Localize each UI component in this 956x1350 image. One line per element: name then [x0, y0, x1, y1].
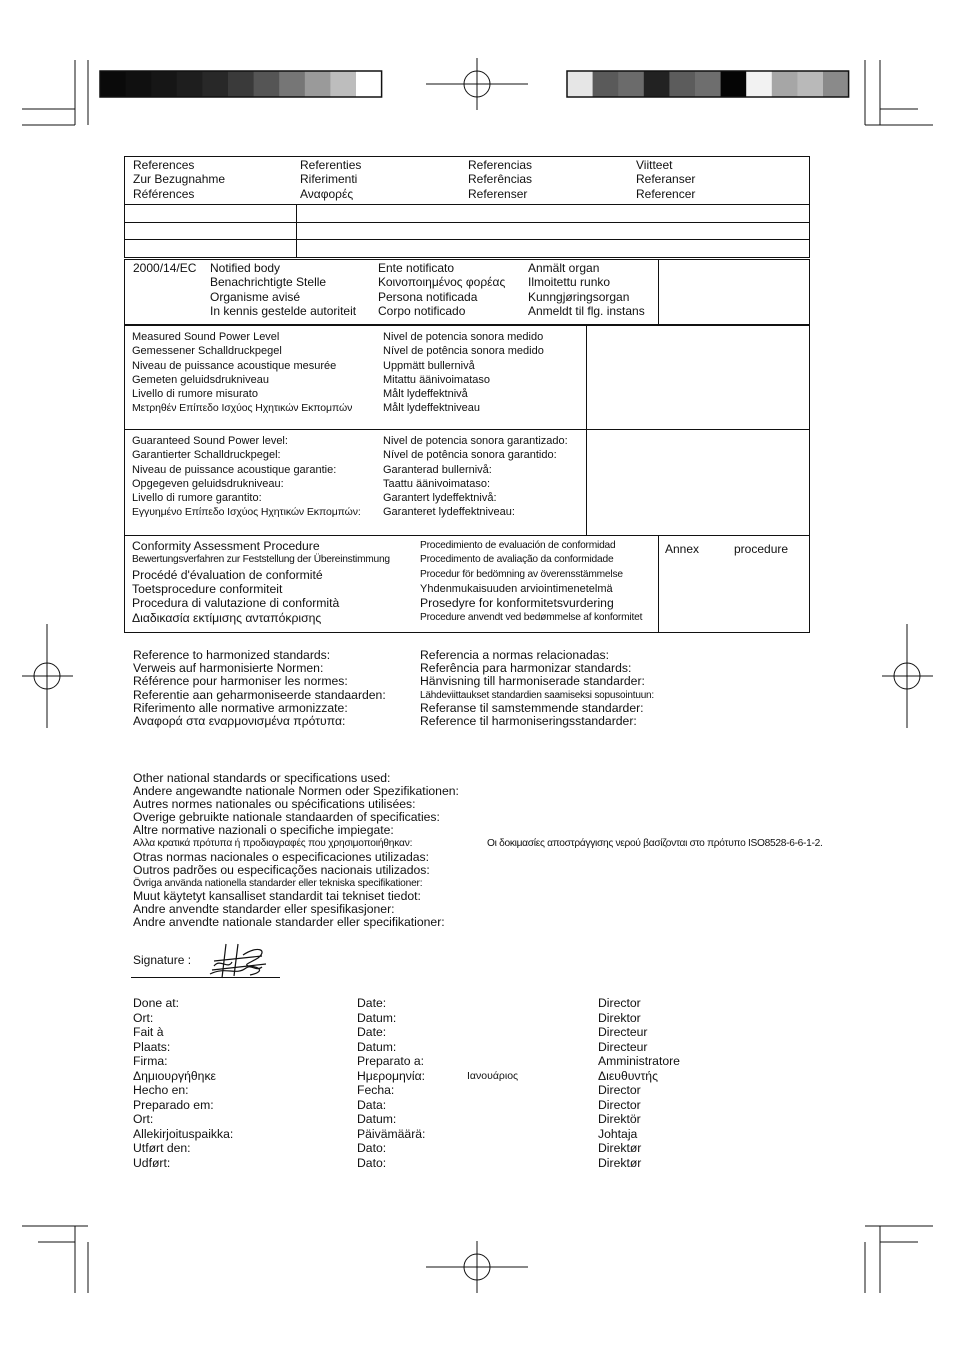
notified-label-pt: Corpo notificado — [378, 304, 466, 319]
national-standards-list — [133, 772, 459, 929]
references-col2 — [300, 158, 361, 201]
notified-label-el: Κοινοποιημένος φορέας — [378, 275, 506, 290]
national-label-it: Altre normative nazionali o specifiche impiegate: — [133, 823, 394, 838]
color-swatch — [151, 71, 177, 97]
harmonized-label-el: Αναφορά στα εναρμονισμένα πρότυπα: — [133, 714, 346, 729]
done-at-label-es: Hecho en: — [133, 1083, 189, 1097]
director-label-de: Direktor — [598, 1010, 641, 1025]
color-swatch — [644, 71, 670, 97]
measured-label-en: Measured Sound Power Level — [132, 331, 280, 343]
harmonized-label-fi: Lähdeviittaukset standardien saamiseksi sopusointuun: — [420, 689, 654, 701]
guaranteed-label-nl: Opgegeven geluidsdrukniveau: — [132, 477, 284, 490]
references-label-nl: Referenties — [300, 158, 362, 172]
measured-label-el: Μετρηθέν Επίπεδο Ισχύος Ηχητικών Εκπομπών — [132, 402, 353, 415]
color-swatch — [593, 71, 619, 97]
divider — [586, 325, 587, 535]
crosshair-circle-icon — [22, 624, 73, 728]
done-at-label-it: Firma: — [133, 1054, 168, 1068]
date-label-fr: Date: — [357, 1025, 387, 1039]
harmonized-label-da: Reference til harmoniseringsstandarder: — [420, 714, 637, 729]
color-swatch — [618, 71, 644, 97]
references-col1 — [133, 158, 225, 201]
references-label-da: Referencer — [636, 186, 696, 201]
date-label-es: Fecha: — [357, 1083, 395, 1097]
crosshair-circle-icon — [426, 58, 528, 110]
date-label-fi: Päivämäärä: — [357, 1126, 426, 1141]
notified-label-no: Kunngjøringsorgan — [528, 289, 630, 304]
color-swatch — [669, 71, 695, 97]
done-at-label-sv: Ort: — [133, 1112, 154, 1126]
date-label-pt: Data: — [357, 1097, 387, 1112]
color-swatch — [567, 71, 593, 97]
date-label-da: Dato: — [357, 1155, 387, 1170]
notified-col1 — [210, 261, 356, 319]
national-label-el: Αλλα κρατικά πρότυπα ή προδιαγραφές που χρησιμοποιήθηκαν: — [133, 838, 413, 850]
harmonized-label-en: Reference to harmonized standards: — [133, 648, 331, 662]
references-label-sv: Referenser — [468, 186, 528, 201]
measured-label-fi: Mitattu äänivoimataso — [383, 373, 490, 386]
crosshair-circle-icon — [882, 624, 933, 728]
divider — [124, 239, 810, 240]
color-bar-left — [100, 71, 382, 97]
conformity-label-el: Διαδικασία εκτίμισης ανταπόκρισης — [132, 610, 322, 625]
color-swatch — [202, 71, 228, 97]
director-label-nl: Directeur — [598, 1039, 648, 1054]
harmonized-label-es: Referencia a normas relacionadas: — [420, 648, 610, 662]
conformity-col2 — [420, 539, 642, 625]
done-at-label-no: Utført den: — [133, 1141, 191, 1155]
notified-label-en: Notified body — [210, 261, 281, 275]
color-swatch — [746, 71, 772, 97]
conformity-label-de: Bewertungsverfahren zur Feststellung der Übereinstimmung — [132, 554, 390, 566]
date-label-nl: Datum: — [357, 1039, 397, 1054]
date-label-sv: Datum: — [357, 1112, 397, 1126]
director-label-pt: Director — [598, 1097, 641, 1112]
footer-done-at-list — [133, 996, 233, 1170]
harmonized-label-de: Verweis auf harmonisierte Normen: — [133, 661, 324, 676]
references-col3 — [468, 158, 532, 201]
footer-date-list — [357, 996, 425, 1170]
footer-director-list — [598, 996, 680, 1170]
references-label-no: Referanser — [636, 172, 696, 187]
director-label-sv: Direktör — [598, 1112, 641, 1126]
date-label-de: Datum: — [357, 1010, 397, 1025]
color-swatch — [228, 71, 254, 97]
conformity-col1 — [132, 539, 390, 625]
director-label-no: Direktør — [598, 1141, 642, 1155]
references-label-fi: Viitteet — [636, 158, 673, 172]
guaranteed-label-fr: Niveau de puissance acoustique garantie: — [132, 463, 337, 476]
guaranteed-label-da: Garanteret lydeffektniveau: — [383, 506, 515, 519]
measured-label-es: Nivel de potencia sonora medido — [383, 331, 544, 343]
notified-label-fr: Organisme avisé — [210, 289, 301, 304]
national-label-de: Andere angewandte nationale Normen oder Spezifikationen: — [133, 784, 459, 799]
notified-label-de: Benachrichtigte Stelle — [210, 275, 327, 290]
harmonized-label-it: Riferimento alle normative armonizzate: — [133, 700, 348, 715]
done-at-label-da: Udført: — [133, 1155, 171, 1170]
director-label-en: Director — [598, 996, 641, 1010]
references-label-el: Αναφορές — [300, 186, 354, 201]
crosshair-circle-icon — [426, 1241, 528, 1293]
measured-label-no: Målt lydeffektnivå — [383, 388, 468, 401]
national-label-fr: Autres normes nationales ou spécifications utilisées: — [133, 797, 416, 812]
harmonized-label-sv: Hänvisning till harmoniserade standarder: — [420, 674, 645, 689]
references-label-it: Riferimenti — [300, 172, 358, 187]
guaranteed-label-fi: Taattu äänivoimataso: — [383, 477, 491, 490]
notified-label-es: Persona notificada — [378, 289, 478, 304]
measured-label-nl: Gemeten geluidsdrukniveau — [132, 373, 269, 386]
guaranteed-col1 — [132, 434, 361, 520]
color-swatch — [177, 71, 203, 97]
references-label-de: Zur Bezugnahme — [133, 172, 226, 187]
notified-col2 — [378, 261, 505, 319]
national-label-nl: Overige gebruikte nationale standaarden of specificaties: — [133, 810, 440, 825]
date-label-no: Dato: — [357, 1141, 387, 1155]
harmonized-label-fr: Référence pour harmoniser les normes: — [133, 674, 348, 689]
color-swatch — [254, 71, 280, 97]
divider — [124, 222, 810, 223]
references-table — [124, 156, 810, 258]
conformity-label-da: Procedure anvendt ved bedømmelse af konformitet — [420, 611, 643, 623]
color-swatch — [330, 71, 356, 97]
director-label-el: Διευθυντής — [598, 1068, 658, 1083]
references-col4 — [636, 158, 695, 201]
divider — [658, 535, 659, 633]
guaranteed-label-es: Nivel de potencia sonora garantizado: — [383, 435, 568, 447]
conformity-label-en: Conformity Assessment Procedure — [132, 539, 320, 553]
conformity-label-it: Procedura di valutazione di conformità — [132, 596, 340, 611]
director-label-it: Amministratore — [598, 1054, 680, 1068]
done-at-label-fr: Fait à — [133, 1025, 164, 1039]
director-label-fr: Directeur — [598, 1025, 648, 1039]
divider — [658, 259, 659, 325]
measured-label-fr: Niveau de puissance acoustique mesurée — [132, 359, 337, 372]
harmonized-col2 — [420, 649, 654, 728]
done-at-label-pt: Preparado em: — [133, 1097, 214, 1112]
date-label-it: Preparato a: — [357, 1054, 425, 1068]
guaranteed-label-sv: Garanterad bullernivå: — [383, 463, 492, 476]
color-swatch — [823, 71, 849, 97]
conformity-label-fr: Procédé d'évaluation de conformité — [132, 567, 323, 582]
divider — [124, 204, 810, 205]
harmonized-label-no: Referanse til samstemmende standarder: — [420, 700, 644, 715]
color-swatch — [279, 71, 305, 97]
harmonized-col1 — [133, 649, 386, 728]
divider — [296, 204, 297, 257]
conformity-label-no: Prosedyre for konformitetsvurdering — [420, 596, 614, 611]
color-swatch — [356, 71, 382, 97]
guaranteed-label-pt: Nível de potência sonora garantido: — [383, 449, 557, 462]
director-label-da: Direktør — [598, 1155, 642, 1170]
divider — [124, 535, 810, 536]
measured-label-da: Målt lydeffektniveau — [383, 402, 481, 415]
date-value-el: Ιανουάριος — [467, 1070, 519, 1082]
director-label-es: Director — [598, 1083, 641, 1097]
measured-label-de: Gemessener Schalldruckpegel — [132, 345, 282, 358]
national-label-da: Andre anvendte nationale standarder eller specifikationer: — [133, 915, 445, 930]
guaranteed-col2 — [383, 434, 568, 520]
notified-label-fi: Ilmoitettu runko — [528, 275, 611, 290]
signature-line — [131, 977, 280, 978]
color-swatch — [695, 71, 721, 97]
conformity-label-pt: Procedimento de avaliação da conformidade — [420, 554, 614, 566]
national-label-sv: Övriga använda nationella standarder eller tekniska specifikationer: — [133, 877, 423, 889]
conformity-label-fi: Yhdenmukaisuuden arviointimenetelmä — [420, 583, 613, 596]
notified-label-da: Anmeldt til flg. instans — [528, 304, 645, 319]
measured-label-it: Livello di rumore misurato — [132, 388, 258, 401]
notified-label-nl: In kennis gestelde autoriteit — [210, 304, 357, 319]
color-swatch — [772, 71, 798, 97]
notified-label-sv: Anmält organ — [528, 261, 600, 275]
harmonized-label-pt: Referência para harmonizar standards: — [420, 661, 632, 676]
harmonized-label-nl: Referentie aan geharmoniseerde standaarden: — [133, 687, 386, 702]
measured-label-pt: Nível de potência sonora medido — [383, 345, 544, 358]
date-label-en: Date: — [357, 996, 387, 1010]
annex-label: Annex — [665, 542, 700, 556]
signature-label: Signature : — [133, 953, 192, 967]
color-bar-right — [567, 71, 849, 97]
directive-number: 2000/14/EC — [133, 261, 197, 275]
color-swatch — [126, 71, 152, 97]
color-swatch — [721, 71, 747, 97]
national-label-pt: Outros padrões ou especificações nacionais utilizados: — [133, 862, 430, 877]
guaranteed-label-no: Garantert lydeffektnivå: — [383, 492, 497, 505]
guaranteed-label-de: Garantierter Schalldruckpegel: — [132, 449, 281, 462]
references-label-es: Referencias — [468, 158, 533, 172]
done-at-label-el: Δημιουργήθηκε — [133, 1068, 216, 1083]
measured-label-sv: Uppmätt bullernivå — [383, 359, 475, 372]
conformity-label-es: Procedimiento de evaluación de conformidad — [420, 540, 616, 551]
director-label-fi: Johtaja — [598, 1126, 638, 1141]
national-label-en: Other national standards or specifications used: — [133, 771, 391, 785]
national-standards-note: Οι δοκιμασίες αποστράγγισης νερού βασίζονται στο πρότυπο ISO8528-6-6-1-2. — [487, 838, 823, 849]
references-label-pt: Referências — [468, 172, 533, 187]
done-at-label-en: Done at: — [133, 996, 180, 1010]
references-label-fr: Références — [133, 186, 195, 201]
conformity-label-sv: Procedur för bedömning av överensstämmelse — [420, 568, 623, 580]
date-label-el: Ημερομηνία: — [357, 1068, 426, 1083]
done-at-label-fi: Allekirjoituspaikka: — [133, 1126, 234, 1141]
national-label-fi: Muut käytetyt kansalliset standardit tai tekniset tiedot: — [133, 888, 421, 903]
notified-label-it: Ente notificato — [378, 261, 455, 275]
color-swatch — [305, 71, 331, 97]
color-swatch — [797, 71, 823, 97]
done-at-label-de: Ort: — [133, 1010, 154, 1025]
divider — [124, 429, 810, 430]
procedure-label: procedure — [734, 542, 789, 556]
handwritten-signature-icon — [210, 944, 266, 978]
guaranteed-label-el: Εγγυημένο Επίπεδο Ισχύος Ηχητικών Εκπομπών: — [132, 506, 361, 519]
guaranteed-label-it: Livello di rumore garantito: — [132, 492, 262, 505]
measured-col2 — [383, 330, 544, 416]
done-at-label-nl: Plaats: — [133, 1039, 171, 1054]
measured-col1 — [132, 330, 352, 416]
national-label-es: Otras normas nacionales o especificaciones utilizadas: — [133, 849, 430, 864]
national-label-no: Andre anvendte standarder eller spesifikasjoner: — [133, 901, 395, 916]
color-swatch — [100, 71, 126, 97]
references-label-en: References — [133, 158, 195, 172]
conformity-label-nl: Toetsprocedure conformiteit — [132, 582, 283, 597]
guaranteed-label-en: Guaranteed Sound Power level: — [132, 435, 288, 447]
notified-col3 — [528, 261, 645, 319]
